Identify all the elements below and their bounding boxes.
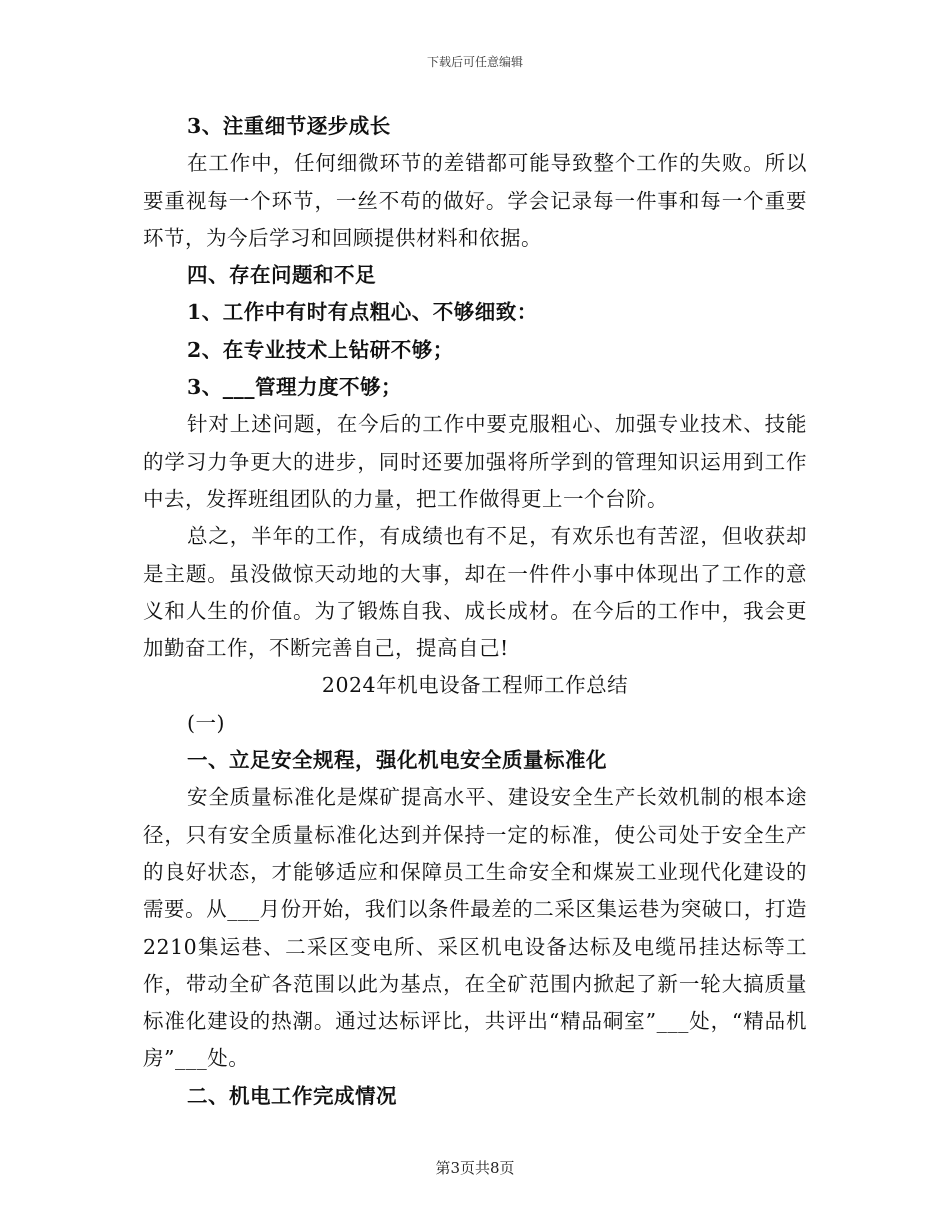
paragraph-conclusion: 总之，半年的工作，有成绩也有不足，有欢乐也有苦涩，但收获却是主题。虽没做惊天动地的大事，却在一件件小事中体现出了工作的意义和人生的价值。为了锻炼自我、成长成材。在今后的工作中，我会更加勤奋工作，不断完善自己，提高自己!: [143, 524, 807, 661]
document-title: 2024年机电设备工程师工作总结: [321, 673, 629, 698]
problem-item-1: 1、工作中有时有点粗心、不够细致：: [187, 300, 538, 325]
heading-work-completion: 二、机电工作完成情况: [187, 1083, 397, 1108]
problem-item-3: 3、___管理力度不够；: [187, 375, 403, 400]
heading-problems: 四、存在问题和不足: [187, 263, 376, 288]
heading-safety-standards: 一、立足安全规程，强化机电安全质量标准化: [187, 748, 607, 773]
paragraph-improvement: 针对上述问题，在今后的工作中要克服粗心、加强专业技术、技能的学习力争更大的进步，同时还要加强将所学到的管理知识运用到工作中去，发挥班组团队的力量，把工作做得更上一个台阶。: [143, 412, 807, 511]
paragraph-safety-standards: 安全质量标准化是煤矿提高水平、建设安全生产长效机制的根本途径，只有安全质量标准化达到并保持一定的标准，使公司处于安全生产的良好状态，才能够适应和保障员工生命安全和煤炭工业现代化建设的需要。从___月份开始，我们以条件最差的二采区集运巷为突破口，打造2210集运巷、二采区变电所、采区机电设备达标及电缆吊挂达标等工作，带动全矿各范围以此为基点，在全矿范围内掀起了新一轮大搞质量标准化建设的热潮。通过达标评比，共评出“精品硐室”___处，“精品机房”___处。: [143, 785, 807, 1071]
problem-item-2: 2、在专业技术上钻研不够；: [187, 337, 454, 362]
section-number: (一): [187, 710, 225, 735]
page-header: 下载后可任意编辑: [426, 55, 523, 69]
document-body: [143, 108, 807, 1115]
page-footer: 第3页共8页: [435, 1159, 515, 1177]
heading-detail-growth: 3、注重细节逐步成长: [187, 114, 391, 138]
paragraph-detail-work: 在工作中，任何细微环节的差错都可能导致整个工作的失败。所以要重视每一个环节，一丝不苟的做好。学会记录每一件事和每一个重要环节，为今后学习和回顾提供材料和依据。: [143, 151, 807, 250]
